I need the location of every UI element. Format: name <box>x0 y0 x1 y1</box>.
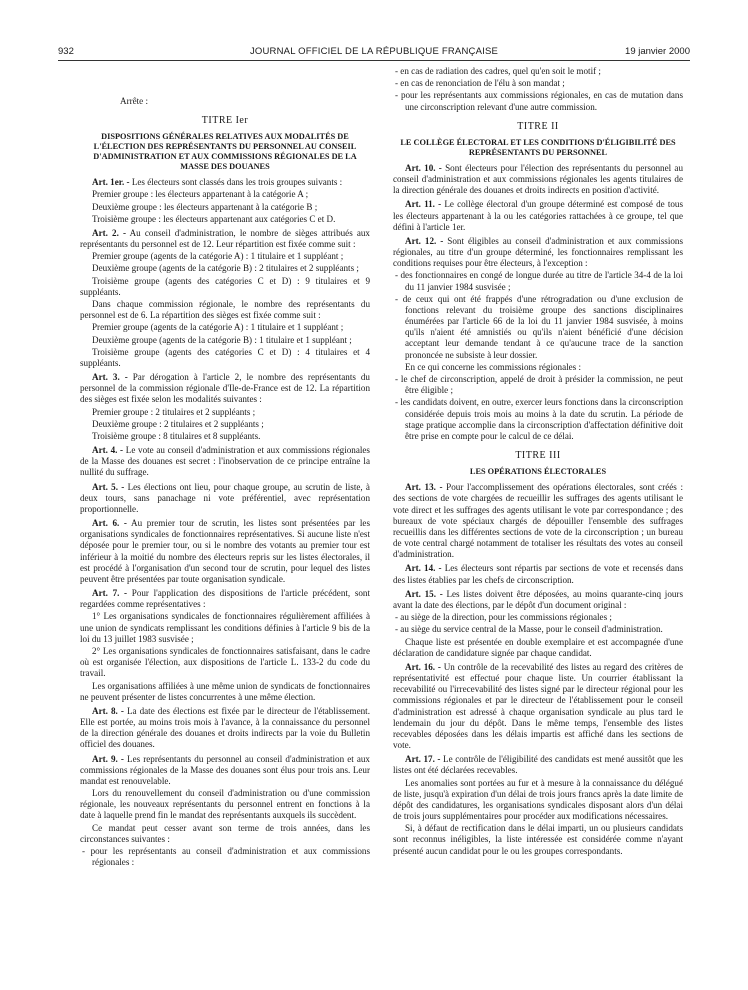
article-14 <box>393 563 683 585</box>
article-9-head: Art. 9. - <box>92 753 124 764</box>
article-7-text: Pour l'application des dispositions de l'article précédent, sont regardées comme représentatives : <box>80 588 370 610</box>
header-rule <box>58 60 690 61</box>
article-9-dash-item: - pour les représentants au conseil d'administration et aux commissions régionales : <box>82 845 370 868</box>
article-8-head: Art. 8. - <box>92 705 124 716</box>
article-12-dash-item: - de ceux qui ont été frappés d'une rétrogradation ou d'une exclusion de fonctions relevant du troisième groupe des sanctions disciplinaires énumérées par l'article 66 de la loi du 11 janvier 1984 susvisée, à moins qu'ils n'aient été amnistiés ou qu'ils n'aient bénéficié d'une décision acceptant leur demande tendant à ce qu'aucune trace de la sanction prononcée ne subsiste à leur dossier. <box>395 293 683 360</box>
article-3-head: Art. 3. - <box>92 372 128 383</box>
page-header <box>58 46 690 60</box>
article-17 <box>393 754 683 776</box>
article-2-line: Premier groupe (agents de la catégorie A) : 1 titulaire et 1 suppléant ; <box>92 251 344 262</box>
article-4 <box>80 445 370 479</box>
titre-1-subtitle: DISPOSITIONS GÉNÉRALES RELATIVES AUX MODALITÉS DE L'ÉLECTION DES REPRÉSENTANTS DU PERSONNEL AU CONSEIL D'ADMINISTRATION ET AUX COMMISSIONS RÉGIONALES DE LA MASSE DES DOUANES <box>93 132 357 172</box>
article-13-text: Pour l'accomplissement des opérations électorales, sont créés : des sections de vote chargées de recueillir les suffrages des agents utilisant le vote direct et les suffrages des agents utilisant le vote par correspondance ; des bureaux de vote spéciaux chargés de dépouiller l'ensemble des suffrages recueillis dans les différentes sections de vote de la circonscription ; un bureau de vote central chargé notamment de totaliser les résultats des votes au conseil d'administration. <box>393 482 683 560</box>
article-17-text: Le contrôle de l'éligibilité des candidats est mené aussitôt que les listes ont été déclarées recevables. <box>393 754 683 776</box>
article-15-paragraph: Chaque liste est présentée en double exemplaire et est accompagnée d'une déclaration de candidature signée par chaque candidat. <box>393 636 683 658</box>
right-column <box>393 66 683 858</box>
article-11-text: Le collège électoral d'un groupe déterminé est composé de tous les électeurs appartenant à la ou les catégories rattachées à ce groupe, tel que défini à l'article 1er. <box>393 199 683 232</box>
article-16-text: Un contrôle de la recevabilité des listes au regard des critères de représentativité est effectué pour chaque liste. Un courrier établissant la recevabilité ou l'irrecevabilité des listes signé par le directeur régional pour les commissions régionales et par le directeur de l'établissement pour le conseil d'administration est adressé à chaque organisation syndicale au plus tard le lendemain du jour du dépôt. Dans le même temps, l'ensemble des listes recevables déposées dans les délais impartis est affiché dans les sections de vote. <box>393 661 683 751</box>
article-15 <box>393 589 683 611</box>
article-11-head: Art. 11. - <box>405 199 442 210</box>
article-1-text: Les électeurs sont classés dans les trois groupes suivants : <box>131 177 343 188</box>
article-15-head: Art. 15. - <box>405 588 443 599</box>
article-16-head: Art. 16. - <box>405 661 441 672</box>
article-12-head: Art. 12. - <box>405 235 444 246</box>
titre-3-subtitle: LES OPÉRATIONS ÉLECTORALES <box>469 467 607 477</box>
article-16 <box>393 662 683 751</box>
article-3-line: Premier groupe : 2 titulaires et 2 suppléants ; <box>92 406 256 417</box>
article-9-text: Les représentants du personnel au conseil d'administration et aux commissions régionales de la Masse des douanes sont élus pour trois ans. Leur mandat est renouvelable. <box>80 753 370 786</box>
article-11 <box>393 199 683 233</box>
article-4-head: Art. 4. - <box>92 445 124 456</box>
article-13-head: Art. 13. - <box>405 482 443 493</box>
article-10 <box>393 163 683 197</box>
article-1-line: Troisième groupe : les électeurs appartenant aux catégories C et D. <box>92 213 336 224</box>
article-2-line: Deuxième groupe (agents de la catégorie B) : 1 titulaire et 1 suppléant ; <box>92 334 352 345</box>
article-15-text: Les listes doivent être déposées, au moins quarante-cinq jours avant la date des élections, par le dépôt d'un document original : <box>393 588 683 610</box>
dash-item: - en cas de radiation des cadres, quel qu'en soit le motif ; <box>395 66 601 76</box>
article-12 <box>393 236 683 270</box>
dash-item: - en cas de renonciation de l'élu à son mandat ; <box>395 78 565 89</box>
article-2 <box>80 228 370 250</box>
article-6-text: Au premier tour de scrutin, les listes sont présentées par les organisations syndicales de fonctionnaires représentatives. Si aucune liste n'est déposée pour le premier tour, ou si le nombre des votants au premier tour est inférieur à la moitié du nombre des électeurs repris sur les listes électorales, il est procédé à l'organisation d'un second tour de scrutin, pour lequel des listes peuvent être présentées par toute organisation syndicale. <box>80 518 370 584</box>
article-6 <box>80 518 370 585</box>
article-1 <box>80 177 370 188</box>
article-1-line: Premier groupe : les électeurs appartenant à la catégorie A ; <box>92 189 309 200</box>
titre-1: TITRE Ier <box>201 115 249 127</box>
article-2-line: Troisième groupe (agents des catégories C et D) : 4 titulaires et 4 suppléants. <box>80 346 370 368</box>
article-9 <box>80 754 370 788</box>
article-4-text: Le vote au conseil d'administration et aux commissions régionales de la Masse des douanes est secret : l'inobservation de ce principe entraîne la nullité du suffrage. <box>80 445 370 478</box>
article-2-line: Premier groupe (agents de la catégorie A) : 1 titulaire et 1 suppléant ; <box>92 322 344 333</box>
article-8 <box>80 706 370 751</box>
article-12-dash-item: - les candidats doivent, en outre, exercer leurs fonctions dans la circonscription considérée depuis trois mois au moins à la date du scrutin. La période de stage pratique accomplie dans la circonscription d'affectation définitive doit être prise en compte pour le calcul de ce délai. <box>395 397 683 441</box>
article-17-paragraph: Si, à défaut de rectification dans le délai imparti, un ou plusieurs candidats sont reconnus inéligibles, la liste intéressée est considérée comme n'ayant présenté aucun candidat pour le ou les groupes correspondants. <box>393 823 683 856</box>
article-5 <box>80 482 370 516</box>
titre-3: TITRE III <box>515 450 561 462</box>
article-3-text: Par dérogation à l'article 2, le nombre des représentants du personnel de la commission régionale d'Ile-de-France est de 12. La répartition des sièges est fixée selon les modalités suivantes : <box>80 372 370 405</box>
article-1-head: Art. 1er. - <box>92 177 130 188</box>
article-7 <box>80 588 370 610</box>
article-12-paragraph: En ce qui concerne les commissions régionales : <box>405 361 582 372</box>
article-2-text: Au conseil d'administration, le nombre de sièges attribués aux représentants du personnel est de 12. Leur répartition est fixée comme suit : <box>80 227 370 250</box>
article-9-paragraph: Ce mandat peut cesser avant son terme de trois années, dans les circonstances suivantes : <box>80 822 370 844</box>
article-8-text: La date des élections est fixée par le directeur de l'établissement. Elle est portée, au moins trois mois à l'avance, à la connaissance du personnel de la direction générale des douanes et droits indirects par la voie du Bulletin officiel des douanes. <box>80 705 370 750</box>
article-7-paragraph: Les organisations affiliées à une même union de syndicats de fonctionnaires ne peuvent présenter de listes concurrentes à une même élection. <box>80 680 370 702</box>
article-12-text: Sont éligibles au conseil d'administration et aux commissions régionales, au titre d'un groupe déterminé, les fonctionnaires remplissant les conditions requises pour être électeurs, à l'exception : <box>393 235 683 269</box>
article-9-paragraph: Lors du renouvellement du conseil d'administration ou d'une commission régionale, les nouveaux représentants du personnel entrent en fonctions à la date à laquelle prend fin le mandat des représentants auxquels ils succèdent. <box>80 788 370 821</box>
article-3-line: Troisième groupe : 8 titulaires et 8 suppléants. <box>92 430 261 441</box>
article-2-paragraph: Dans chaque commission régionale, le nombre des représentants du personnel est de 6. La répartition des sièges est fixée comme suit : <box>80 299 370 321</box>
article-17-paragraph: Les anomalies sont portées au fur et à mesure à la connaissance du délégué de liste, jusqu'à expiration d'un délai de trois jours francs après la date limite de dépôt des candidatures, les organisations syndicales disposant alors d'un délai de trois jours supplémentaires pour procéder aux modifications nécessaires. <box>393 777 683 822</box>
article-7-line: 2° Les organisations syndicales de fonctionnaires satisfaisant, dans le cadre où est organisée l'élection, aux dispositions de l'article L. 133-2 du code du travail. <box>80 645 370 679</box>
article-2-line: Deuxième groupe (agents de la catégorie B) : 2 titulaires et 2 suppléants ; <box>92 263 359 274</box>
article-14-text: Les électeurs sont répartis par sections de vote et recensés dans des listes établies par les chefs de circonscription. <box>393 563 683 585</box>
article-6-head: Art. 6. - <box>92 518 127 529</box>
article-14-head: Art. 14. - <box>405 563 442 574</box>
article-17-head: Art. 17. - <box>405 754 441 765</box>
article-12-dash-item: - des fonctionnaires en congé de longue durée au titre de l'article 34-4 de la loi du 11 janvier 1984 susvisée ; <box>395 270 683 292</box>
article-10-head: Art. 10. - <box>405 162 442 173</box>
article-12-dash-item: - le chef de circonscription, appelé de droit à présider la commission, ne peut être éligible ; <box>395 373 683 396</box>
article-15-dash-item: - au siège de la direction, pour les commissions régionales ; <box>395 612 612 623</box>
titre-2: TITRE II <box>517 120 559 132</box>
article-1-line: Deuxième groupe : les électeurs appartenant à la catégorie B ; <box>92 201 318 212</box>
article-3-line: Deuxième groupe : 2 titulaires et 2 suppléants ; <box>92 418 264 429</box>
journal-title: JOURNAL OFFICIEL DE LA RÉPUBLIQUE FRANÇAISE <box>249 46 499 57</box>
article-2-head: Art. 2. - <box>92 227 126 238</box>
page-number: 932 <box>58 46 74 57</box>
left-column <box>80 66 370 869</box>
arrete-text: Arrête : <box>120 96 149 106</box>
article-2-line: Troisième groupe (agents des catégories C et D) : 9 titulaires et 9 suppléants. <box>80 275 370 297</box>
titre-2-subtitle: LE COLLÈGE ÉLECTORAL ET LES CONDITIONS D'ÉLIGIBILITÉ DES REPRÉSENTANTS DU PERSONNEL <box>400 137 676 157</box>
article-5-head: Art. 5. - <box>92 481 125 492</box>
article-15-dash-item: - au siège du service central de la Masse, pour le conseil d'administration. <box>395 624 663 635</box>
article-5-text: Les élections ont lieu, pour chaque groupe, au scrutin de liste, à deux tours, sans panachage ni vote préférentiel, avec représentation proportionnelle. <box>80 481 370 514</box>
article-3 <box>80 372 370 406</box>
article-10-text: Sont électeurs pour l'élection des représentants du personnel au conseil d'administration et aux commissions régionales les agents titulaires de la direction générale des douanes et droits indirects en position d'activité. <box>393 162 683 196</box>
issue-date: 19 janvier 2000 <box>625 46 690 57</box>
article-7-line: 1° Les organisations syndicales de fonctionnaires régulièrement affiliées à une union de syndicats remplissant les conditions définies à l'article 9 bis de la loi du 13 juillet 1983 susvisée ; <box>80 611 370 644</box>
article-7-head: Art. 7. - <box>92 588 128 599</box>
article-13 <box>393 482 683 560</box>
dash-item: - pour les représentants aux commissions régionales, en cas de mutation dans une circonscription relevant d'une autre commission. <box>395 90 683 112</box>
